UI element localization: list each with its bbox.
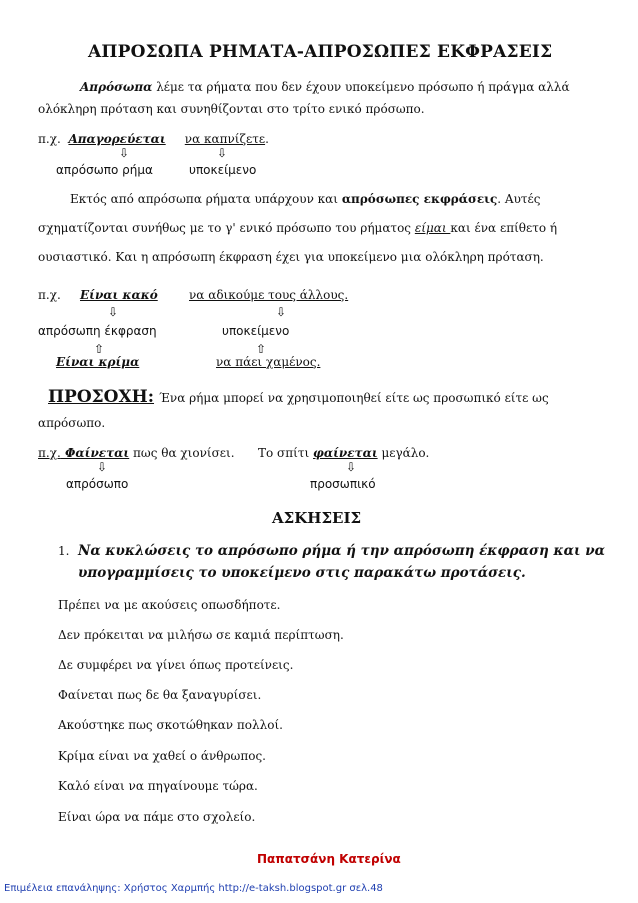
example3-verb1: Φαίνεται xyxy=(60,446,130,460)
example1-label-subject: υποκείμενο xyxy=(189,163,257,177)
para2-text: Εκτός από απρόσωπα ρήματα υπάρχουν και xyxy=(70,192,342,206)
arrow-down-icon: ⇩ xyxy=(108,305,119,319)
arrow-down-icon: ⇩ xyxy=(217,146,228,160)
example1-period: . xyxy=(265,132,269,146)
author-name: Παπατσάνη Κατερίνα xyxy=(257,852,401,866)
exercise-sentence: Καλό είναι να πηγαίνουμε τώρα. xyxy=(58,779,258,793)
exercise-sentence: Δε συμφέρει να γίνει όπως προτείνεις. xyxy=(58,658,294,672)
para2-term: απρόσωπες εκφράσεις xyxy=(341,192,498,206)
example3-rest1: πως θα χιονίσει. xyxy=(129,446,235,460)
arrow-down-icon: ⇩ xyxy=(346,460,357,474)
caution-line-2: απρόσωπο. xyxy=(38,416,106,430)
example3-sentence-1 xyxy=(38,446,235,460)
para2-text: σχηματίζονται συνήθως με το γ' ενικό πρόσωπο του ρήματος xyxy=(38,221,415,235)
example2-expr1: Είναι κακό xyxy=(80,288,158,302)
arrow-up-icon: ⇧ xyxy=(94,342,105,356)
para2-verb-eimai: είμαι xyxy=(414,221,451,235)
exercise-instruction-1: Να κυκλώσεις το απρόσωπο ρήμα ή την απρόσωπη έκφραση και να xyxy=(78,543,605,559)
caution-line-1 xyxy=(48,387,549,407)
example3-prefix: π.χ. xyxy=(38,446,61,460)
arrow-up-icon: ⇧ xyxy=(256,342,267,356)
exercise-sentence: Πρέπει να με ακούσεις οπωσδήποτε. xyxy=(58,598,281,612)
exercise-sentence: Κρίμα είναι να χαθεί ο άνθρωπος. xyxy=(58,749,266,763)
caution-text: Ένα ρήμα μπορεί να χρησιμοποιηθεί είτε ως προσωπικό είτε ως xyxy=(159,391,549,405)
example2-label-subj: υποκείμενο xyxy=(222,324,290,338)
arrow-down-icon: ⇩ xyxy=(119,146,130,160)
intro-term: Απρόσωπα xyxy=(80,80,153,94)
intro-line-1 xyxy=(80,80,570,94)
example3-sentence-2 xyxy=(258,446,429,460)
example2-prefix: π.χ. xyxy=(38,288,61,302)
example2-expr2: Είναι κρίμα xyxy=(56,355,140,369)
page-footer: Επιμέλεια επανάληψης: Χρήστος Χαρμπής http://e-taksh.blogspot.gr σελ.48 xyxy=(4,883,383,894)
exercise-sentence: Ακούστηκε πως σκοτώθηκαν πολλοί. xyxy=(58,718,283,732)
example3-s2b: μεγάλο. xyxy=(377,446,430,460)
intro-line1-rest: λέμε τα ρήματα που δεν έχουν υποκείμενο πρόσωπο ή πράγμα αλλά xyxy=(152,80,570,94)
exercise-instruction-2: υπογραμμίσεις το υποκείμενο στις παρακάτω προτάσεις. xyxy=(78,565,526,581)
exercises-heading: ΑΣΚΗΣΕΙΣ xyxy=(272,509,362,527)
example3-verb2: φαίνεται xyxy=(312,446,378,460)
example1-verb: Απαγορεύεται xyxy=(68,132,166,146)
exercise-sentence: Είναι ώρα να πάμε στο σχολείο. xyxy=(58,810,256,824)
caution-label: ΠΡΟΣΟΧΗ: xyxy=(48,387,155,407)
para2-text: . Αυτές xyxy=(497,192,541,206)
page-title: ΑΠΡΟΣΩΠΑ ΡΗΜΑΤΑ-ΑΠΡΟΣΩΠΕΣ ΕΚΦΡΑΣΕΙΣ xyxy=(88,42,553,62)
example3-s2a: Το σπίτι xyxy=(258,446,313,460)
exercise-sentence: Δεν πρόκειται να μιλήσω σε καμιά περίπτωση. xyxy=(58,628,344,642)
para2-line-1 xyxy=(70,192,540,206)
exercise-sentence: Φαίνεται πως δε θα ξαναγυρίσει. xyxy=(58,688,262,702)
para2-line-3: ουσιαστικό. Και η απρόσωπη έκφραση έχει για υποκείμενο μια ολόκληρη πρόταση. xyxy=(38,250,544,264)
para2-line-2 xyxy=(38,221,557,235)
example2-subj2: να πάει χαμένος. xyxy=(216,355,321,369)
arrow-down-icon: ⇩ xyxy=(276,305,287,319)
example3-label2: προσωπικό xyxy=(310,477,376,491)
example2-subj1: να αδικούμε τους άλλους. xyxy=(189,288,349,302)
example1-label-verb: απρόσωπο ρήμα xyxy=(56,163,153,177)
example1-line xyxy=(38,132,269,146)
para2-text: και ένα επίθετο ή xyxy=(450,221,558,235)
example1-subject: να καπνίζετε xyxy=(184,132,266,146)
intro-line-2: ολόκληρη πρόταση και συνηθίζονται στο τρίτο ενικό πρόσωπο. xyxy=(38,102,425,116)
example2-label-expr: απρόσωπη έκφραση xyxy=(38,324,157,338)
arrow-down-icon: ⇩ xyxy=(97,460,108,474)
example3-label1: απρόσωπο xyxy=(66,477,129,491)
example1-prefix: π.χ. xyxy=(38,132,61,146)
exercise-number: 1. xyxy=(58,544,70,558)
